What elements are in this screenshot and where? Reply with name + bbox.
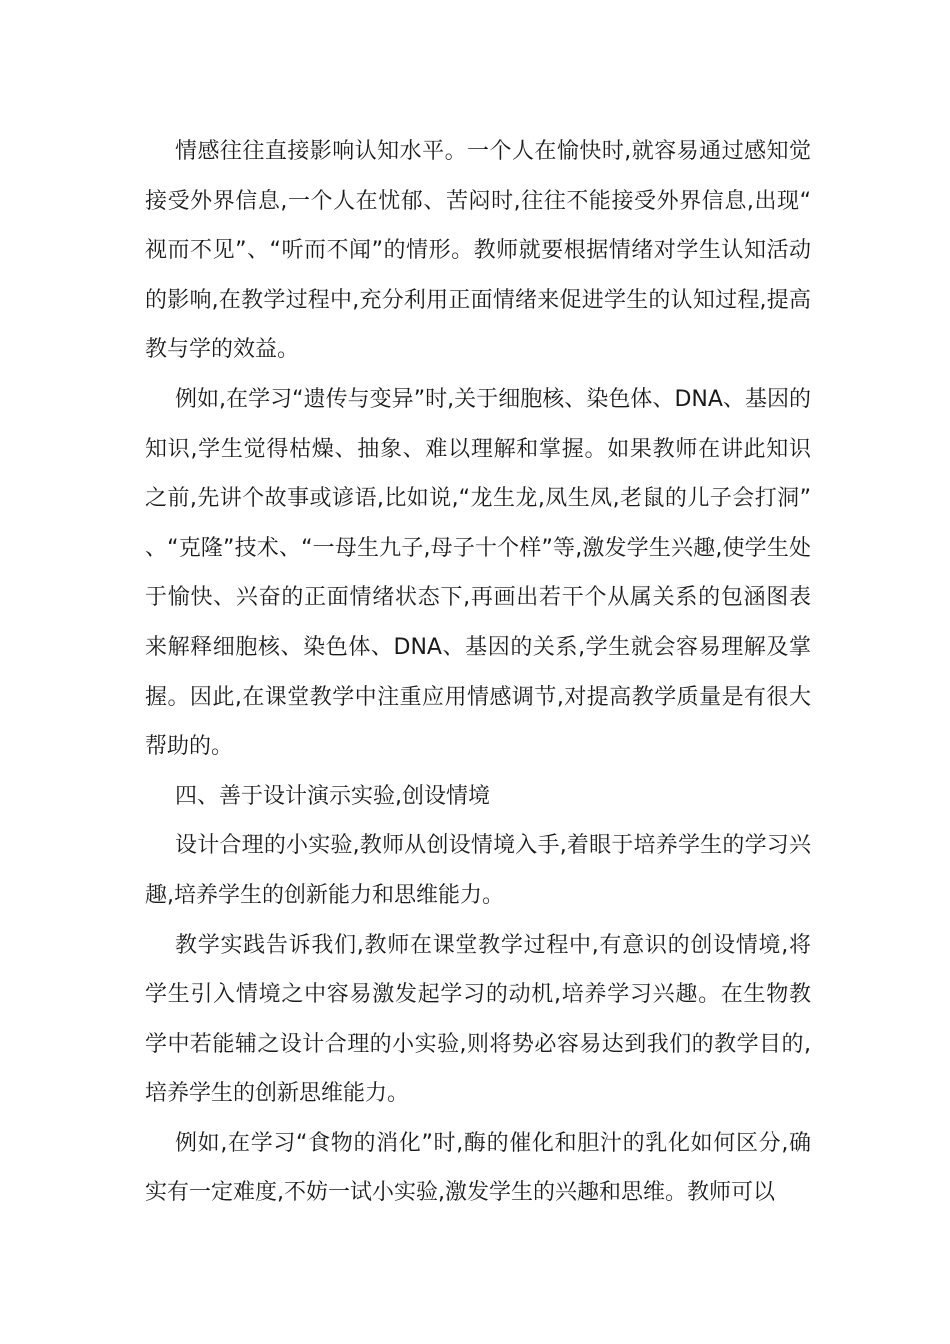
paragraph-experiment-intro: 设计合理的小实验,教师从创设情境入手,着眼于培养学生的学习兴趣,培养学生的创新能力和思维能力。 bbox=[145, 833, 811, 908]
paragraph-teaching-practice: 教学实践告诉我们,教师在课堂教学过程中,有意识的创设情境,将学生引入情境之中容易激发起学习的动机,培养学习兴趣。在生物教学中若能辅之设计合理的小实验,则将势必容易达到我们的教学目的,培养学生的创新思维能力。 bbox=[145, 932, 811, 1107]
document-body bbox=[145, 127, 811, 1218]
paragraph-digestion-example: 例如,在学习“食物的消化”时,酶的催化和胆汁的乳化如何区分,确实有一定难度,不妨一试小实验,激发学生的兴趣和思维。教师可以 bbox=[145, 1130, 811, 1206]
paragraph-emotion-cognition: 情感往往直接影响认知水平。一个人在愉快时,就容易通过感知觉接受外界信息,一个人在忧郁、苦闷时,往往不能接受外界信息,出现“视而不见”、“听而不闻”的情形。教师就要根据情绪对学生认知活动的影响,在教学过程中,充分利用正面情绪来促进学生的认知过程,提高教与学的效益。 bbox=[145, 139, 811, 363]
paragraph-heredity-example: 例如,在学习“遗传与变异”时,关于细胞核、染色体、DNA、基因的知识,学生觉得枯燥、抽象、难以理解和掌握。如果教师在讲此知识之前,先讲个故事或谚语,比如说,“龙生龙,凤生凤,老鼠的儿子会打洞”、“克隆”技术、“一母生九子,母子十个样”等,激发学生兴趣,使学生处于愉快、兴奋的正面情绪状态下,再画出若干个从属关系的包涵图表来解释细胞核、染色体、DNA、基因的关系,学生就会容易理解及掌握。因此,在课堂教学中注重应用情感调节,对提高教学质量是有很大帮助的。 bbox=[145, 386, 811, 760]
section-heading-experiments: 四、善于设计演示实验,创设情境 bbox=[175, 783, 490, 809]
